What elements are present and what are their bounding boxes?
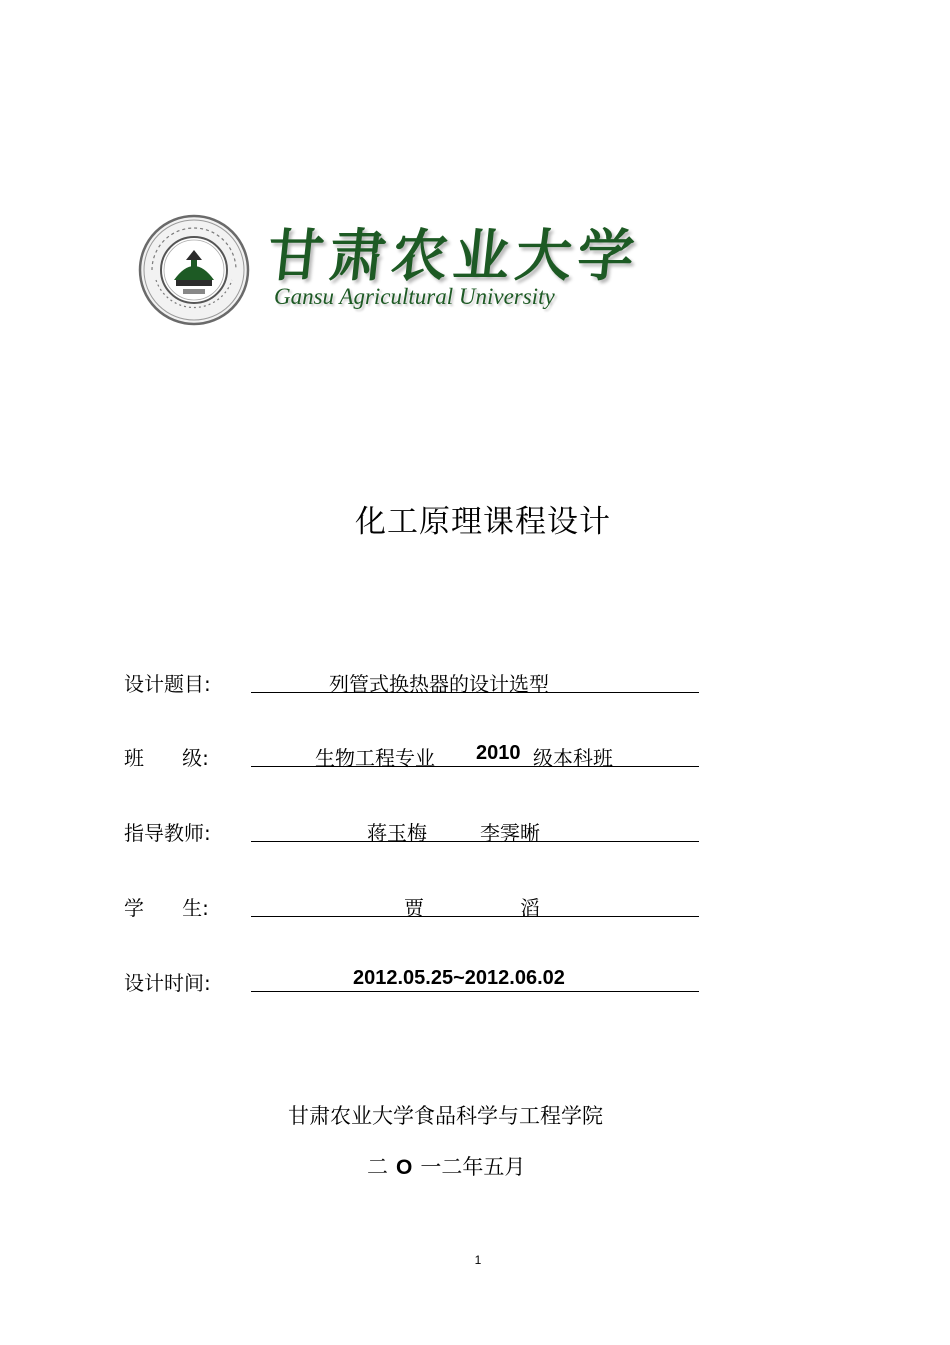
field-label: 设计时间:: [124, 971, 211, 995]
date-suffix: 一二年五月: [420, 1155, 526, 1179]
issue-date: [367, 1151, 525, 1181]
institution-name: 甘肃农业大学食品科学与工程学院: [288, 1104, 603, 1128]
date-prefix: 二: [367, 1155, 388, 1179]
university-seal-icon: [138, 214, 250, 326]
advisor-name-1: 蒋玉梅: [367, 821, 427, 845]
student-name-2: 滔: [520, 896, 540, 920]
field-class: [124, 740, 700, 770]
class-year: 2010: [476, 742, 521, 764]
field-label: 设计题目:: [124, 672, 211, 696]
field-period: [124, 965, 700, 995]
date-o: O: [396, 1156, 413, 1179]
university-logo: [138, 208, 644, 338]
student-name-1: 贾: [404, 896, 424, 920]
field-value-line: [251, 890, 699, 920]
field-value-line: [251, 965, 699, 992]
field-value-line: [251, 666, 699, 696]
field-value-line: [251, 815, 699, 845]
advisor-name-2: 李霁晰: [480, 821, 540, 845]
field-student: [124, 890, 700, 920]
period-value: 2012.05.25~2012.06.02: [353, 967, 565, 989]
class-suffix: 级本科班: [533, 746, 613, 770]
class-major: 生物工程专业: [315, 746, 435, 770]
university-name-en: Gansu Agricultural University: [274, 284, 555, 309]
university-name-cn: 甘肃农业大学: [264, 223, 644, 289]
page-number: 1: [474, 1253, 482, 1267]
field-value-line: [251, 740, 699, 770]
field-advisor: [124, 815, 700, 845]
field-topic: [124, 666, 700, 696]
field-label: 学 生:: [124, 896, 209, 920]
field-label: 班 级:: [124, 746, 209, 770]
topic-value: 列管式换热器的设计选型: [329, 672, 549, 696]
document-title: 化工原理课程设计: [355, 504, 611, 540]
field-label: 指导教师:: [124, 821, 211, 845]
